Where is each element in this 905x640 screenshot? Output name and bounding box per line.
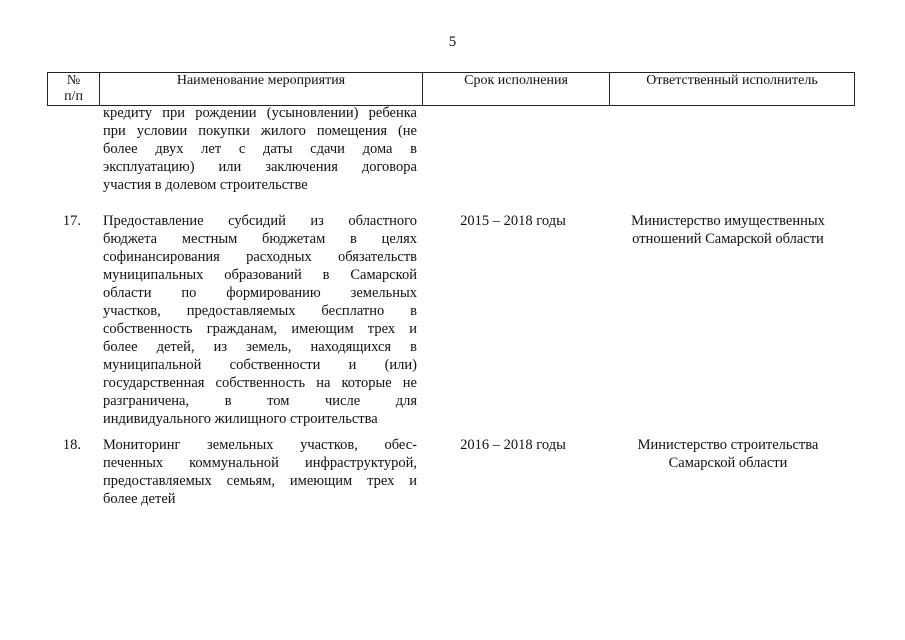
text-line: муниципальных образований в Самарской	[103, 267, 417, 283]
text-line: участия в долевом строительстве	[103, 177, 308, 193]
text-line: печенных коммунальной инфраструктурой,	[103, 455, 417, 471]
row-18-name	[103, 436, 417, 508]
text-line: предоставляемых семьям, имеющим трех и	[103, 473, 417, 489]
text-line: более двух лет с даты сдачи дома в	[103, 141, 417, 157]
row-17-responsible	[606, 212, 850, 248]
header-row	[48, 73, 855, 106]
header-responsible: Ответственный исполнитель	[610, 73, 855, 106]
text-line: разграничена, в том числе для	[103, 393, 417, 409]
text-line: более детей	[103, 491, 176, 507]
text-line: Мониторинг земельных участков, обес-	[103, 437, 417, 453]
row-17-term: 2015 – 2018 годы	[460, 213, 566, 229]
text-line: области по формированию земельных	[103, 285, 417, 301]
text-line: бюджета местным бюджетам в целях	[103, 231, 417, 247]
text-line: собственность гражданам, имеющим трех и	[103, 321, 417, 337]
text-line: Министерство строительства	[637, 437, 819, 453]
text-line: кредиту при рождении (усыновлении) ребенка	[103, 105, 417, 121]
table-header	[47, 72, 855, 106]
text-line: муниципальной собственности и (или)	[103, 357, 417, 373]
text-line: эксплуатацию) или заключения договора	[103, 159, 417, 175]
continued-row-name	[103, 104, 417, 194]
text-line: отношений Самарской области	[632, 231, 824, 247]
text-line: Министерство имущественных	[631, 213, 825, 229]
row-18-responsible	[606, 436, 850, 472]
header-number	[48, 73, 100, 106]
text-line: государственная собственность на которые не	[103, 375, 417, 391]
text-line: Предоставление субсидий из областного	[103, 213, 417, 229]
row-18-number: 18.	[62, 437, 81, 453]
text-line: софинансирования расходных обязательств	[103, 249, 417, 265]
text-line: Самарской области	[668, 455, 788, 471]
text-line: более детей, из земель, находящихся в	[103, 339, 417, 355]
row-17-number: 17.	[62, 213, 81, 229]
page-number: 5	[448, 34, 457, 50]
row-17-name	[103, 212, 417, 428]
text-line: индивидуального жилищного строительства	[103, 411, 378, 427]
header-number-abbr: п/п	[64, 89, 83, 104]
row-18-term: 2016 – 2018 годы	[460, 437, 566, 453]
header-number-sign: №	[66, 73, 81, 88]
header-name: Наименование мероприятия	[100, 73, 423, 106]
text-line: участков, предоставляемых бесплатно в	[103, 303, 417, 319]
header-term: Срок исполнения	[423, 73, 610, 106]
text-line: при условии покупки жилого помещения (не	[103, 123, 417, 139]
